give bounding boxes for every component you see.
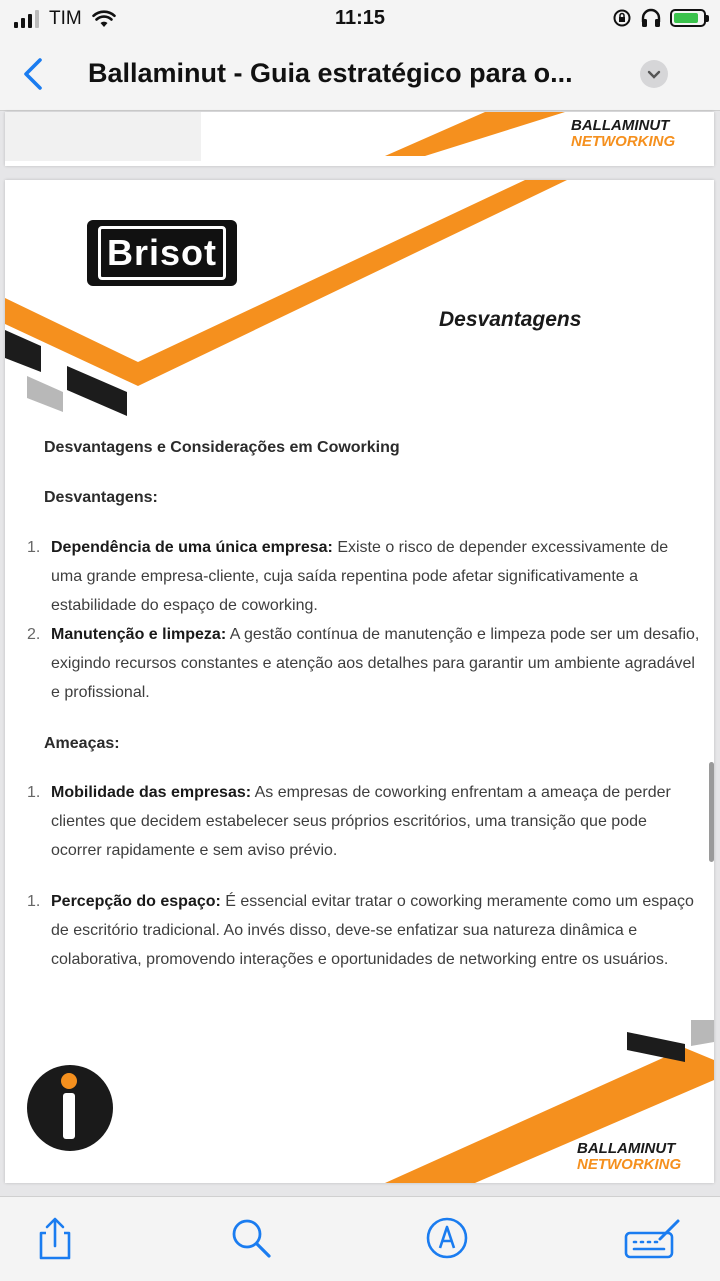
chevron-down-icon [640, 60, 668, 88]
info-icon [27, 1065, 113, 1151]
back-chevron-icon[interactable] [18, 54, 52, 94]
annotate-keyboard-icon[interactable] [624, 1215, 682, 1261]
search-icon[interactable] [228, 1215, 274, 1261]
previous-page [5, 112, 714, 166]
top-decoration [5, 180, 714, 440]
battery-icon [670, 9, 706, 27]
rotation-lock-icon [612, 8, 632, 28]
markup-icon[interactable] [424, 1215, 470, 1261]
document-title[interactable]: Ballaminut - Guia estratégico para o... [88, 58, 573, 88]
document-page: Brisot Desvantagens Desvantagens e Considerações em Coworking Desvantagens: 1. Dependência de uma única empresa: Existe o risco de depender excessivamente de uma grande empresa-cliente, cuja saída repentina pode afetar significativamente a estabilidade do espaço de coworking. 2. Manutenção e limpeza: A gestão contínua de manutenção e limpeza pode ser um desafio, exigindo recursos constantes e atenção aos detalhes para garantir um ambiente agradável e profissional. Ameaças: 1. Mobilidade das empresas: As empresas de coworking enfrentam a ameaça de perder clientes que decidem estabelecer seus próprios escritórios, uma transição que pode ocorrer rapidamente e sem aviso prévio. 1. Percepção do espaço: É essencial evitar tratar o coworking meramente como um espaço de escritório tradicional. Ao invés disso, deve-se enfatizar sua natureza dinâmica e colaborativa, promovendo interações e oportunidades de networking entre os usuários. BALLAMINUT NETWORKING [5, 180, 714, 1183]
share-icon[interactable] [32, 1215, 78, 1261]
threats-title: Ameaças: [44, 735, 120, 752]
title-menu-button[interactable] [640, 60, 668, 88]
page-heading: Desvantagens [439, 308, 582, 331]
document-header [0, 40, 720, 111]
brand-logo-bottom: BALLAMINUT NETWORKING [577, 1140, 682, 1173]
brisot-logo: Brisot [87, 220, 237, 286]
section-title: Desvantagens e Considerações em Coworking [44, 439, 400, 456]
headphones-icon [640, 8, 662, 28]
scrollbar[interactable] [709, 762, 714, 862]
brand-logo-top: BALLAMINUT NETWORKING [571, 117, 676, 150]
status-time: 11:15 [334, 7, 386, 29]
disadvantages-title: Desvantagens: [44, 489, 158, 506]
status-right [612, 8, 706, 28]
bottom-toolbar [0, 1196, 720, 1281]
carrier-label: TIM [49, 8, 82, 29]
status-bar [0, 0, 720, 40]
